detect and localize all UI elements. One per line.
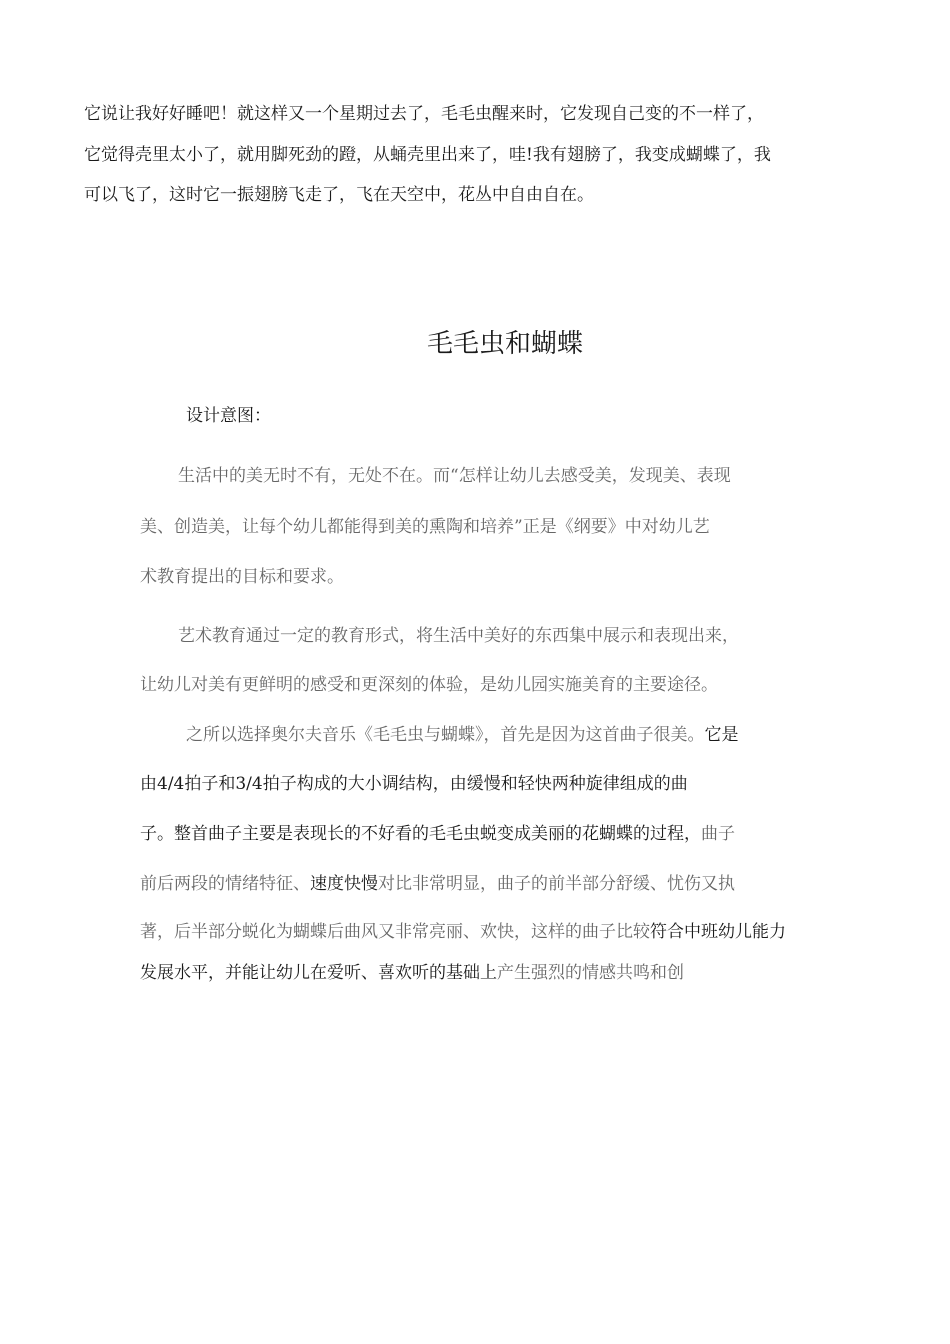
paragraph3-line-6 [140,961,684,985]
story-line-2: 它觉得壳里太小了，就用脚死劲的蹬，从蛹壳里出来了，哇!我有翅膀了，我变成蝴蝶了，我 [84,145,771,165]
paragraph3-line-4-gray-b: 对比非常明显，曲子的前半部分舒缓、忧伤又执 [378,874,735,894]
paragraph3-line-6-dark: 发展水平，并能让幼儿在爱听、喜欢听的基础上 [140,963,497,983]
design-intent-heading: 设计意图： [186,406,271,426]
paragraph3-line-3-dark: 子。整首曲子主要是表现长的不好看的毛毛虫蜕变成美丽的花蝴蝶的过程， [140,824,701,844]
paragraph3-line-3-gray: 曲子 [701,824,735,844]
paragraph3-line-3 [140,822,735,846]
paragraph3-line-4 [140,872,735,896]
paragraph3-line-1 [186,723,739,747]
paragraph3-line-1-dark: 它是 [704,725,739,745]
document-title: 毛毛虫和蝴蝶 [426,329,583,359]
paragraph1-line-1: 生活中的美无时不有，无处不在。而“怎样让幼儿去感受美，发现美、表现 [178,466,731,486]
paragraph3-line-1-gray: 之所以选择奥尔夫音乐《毛毛虫与蝴蝶》，首先是因为这首曲子很美。 [186,725,705,745]
paragraph2-line-2: 让幼儿对美有更鲜明的感受和更深刻的体验，是幼儿园实施美育的主要途径。 [140,675,718,695]
paragraph3-line-5-dark: 符合中班幼儿能力 [650,922,786,942]
paragraph1-line-3: 术教育提出的目标和要求。 [140,567,344,587]
paragraph3-line-4-gray-a: 前后两段的情绪特征、 [140,874,310,894]
paragraph1-line-2: 美、创造美，让每个幼儿都能得到美的熏陶和培养”正是《纲要》中对幼儿艺 [140,517,710,537]
story-line-1: 它说让我好好睡吧！就这样又一个星期过去了，毛毛虫醒来时，它发现自己变的不一样了， [84,104,764,124]
paragraph3-line-4-dark: 速度快慢 [310,874,378,894]
paragraph3-line-5 [140,920,786,944]
paragraph2-line-1: 艺术教育通过一定的教育形式，将生活中美好的东西集中展示和表现出来， [178,626,739,646]
paragraph3-line-2: 由4/4拍子和3/4拍子构成的大小调结构，由缓慢和轻快两种旋律组成的曲 [140,774,688,794]
story-line-3: 可以飞了，这时它一振翅膀飞走了，飞在天空中，花丛中自由自在。 [84,185,594,205]
paragraph3-line-5-gray: 著，后半部分蜕化为蝴蝶后曲风又非常亮丽、欢快，这样的曲子比较 [140,922,650,942]
paragraph3-line-6-gray: 产生强烈的情感共鸣和创 [497,963,684,983]
